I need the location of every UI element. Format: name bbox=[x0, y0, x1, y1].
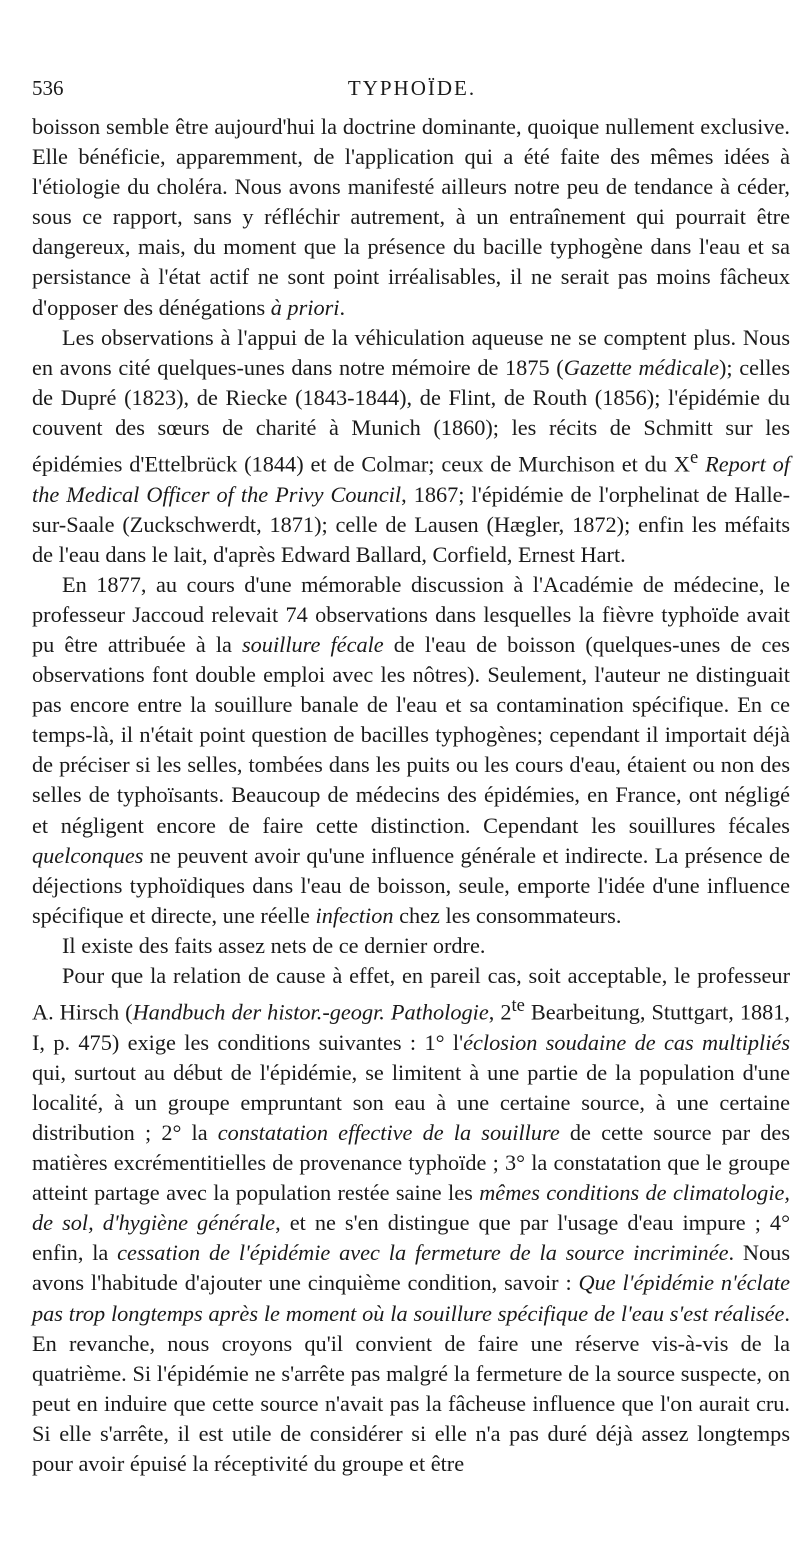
text-run: chez les consommateurs. bbox=[393, 902, 622, 928]
superscript-text: e bbox=[689, 447, 699, 469]
italic-text: Report of the Medical Officer of the Privy Council bbox=[32, 451, 791, 507]
text-run: . Nous avons l'habitude d'ajouter une cinquième condition, savoir : bbox=[32, 1240, 790, 1296]
text-run: de cette source par des matières excrémentitielles de provenance typhoïde ; 3° la constatation que le groupe atteint partage avec la population restée saine les bbox=[32, 1119, 790, 1206]
italic-text: souillure fécale bbox=[241, 632, 384, 658]
italic-text: Gazette médicale bbox=[563, 354, 719, 380]
superscript-text: te bbox=[511, 995, 525, 1017]
italic-text: mêmes conditions de climatologie, de sol, d'hygiène générale bbox=[32, 1180, 790, 1236]
text-run: Les observations à l'appui de la véhiculation aqueuse ne se comptent plus. Nous en avons cité quelques-unes dans notre mémoire de 1875 ( bbox=[32, 324, 790, 380]
page-number: 536 bbox=[32, 76, 64, 100]
text-run: , 2 bbox=[488, 999, 512, 1025]
paragraph bbox=[32, 112, 790, 323]
text-run: Il existe des faits assez nets de ce dernier ordre. bbox=[62, 932, 486, 958]
paragraph bbox=[32, 570, 790, 931]
text-run: . En revanche, nous croyons qu'il convient de faire une réserve vis-à-vis de la quatrième. Si l'épidémie ne s'arrête pas malgré la fermeture de la source suspecte, on peut en induire que cette source n'avait pas la fâcheuse influence que l'on aurait cru. Si elle s'arrête, il est utile de considérer si elle n'a pas duré déjà assez longtemps pour avoir épuisé la réceptivité du groupe et être bbox=[32, 1300, 790, 1476]
text-run: , et ne s'en distingue que par l'usage d'eau impure ; 4° enfin, la bbox=[32, 1210, 790, 1266]
page-header bbox=[32, 70, 792, 102]
text-run: . bbox=[339, 294, 346, 320]
text-run: , 1867; l'épidémie de l'orphelinat de Halle-sur-Saale (Zuckschwerdt, 1871); celle de Lausen (Hægler, 1872); enfin les méfaits de l'eau dans le lait, d'après Edward Ballard, Corfield, Ernest Hart. bbox=[32, 481, 790, 567]
italic-text: cessation de l'épidémie avec la fermeture de la source incriminée bbox=[117, 1240, 729, 1266]
paragraph bbox=[32, 323, 790, 570]
text-run: boisson semble être aujourd'hui la doctrine dominante, quoique nullement exclusive. Elle bénéficie, apparemment, de l'application qui a été faite des mêmes idées à l'étiologie du choléra. Nous avons manifesté ailleurs notre peu de tendance à céder, sous ce rapport, sans y réfléchir autrement, à un entraînement qui pourrait être dangereux, mais, du moment que la présence du bacille typhogène dans l'eau et sa persistance à l'état actif ne sont point irréalisables, il ne serait pas moins fâcheux d'opposer des dénégations bbox=[32, 114, 790, 320]
italic-text: Handbuch der histor.-geogr. Pathologie bbox=[132, 999, 489, 1025]
italic-text: constatation effective de la souillure bbox=[217, 1119, 560, 1145]
italic-text: quelconques bbox=[32, 842, 144, 868]
italic-text: infection bbox=[315, 902, 394, 928]
italic-text: éclosion soudaine de cas multipliés bbox=[463, 1029, 790, 1055]
text-run: qui, surtout au début de l'épidémie, se limitent à une partie de la population d'une localité, à un groupe empruntant son eau à une certaine source, à une certaine distribution ; 2° la bbox=[32, 1059, 790, 1145]
italic-text: à priori bbox=[270, 294, 340, 320]
text-run: ); celles de Dupré (1823), de Riecke (1843-1844), de Flint, de Routh (1856); l'épidémie du couvent des sœurs de charité à Munich (1860); les récits de Schmitt sur les épidémies d'Ettelbrück (1844) et de Colmar; ceux de Murchison et du X bbox=[32, 354, 791, 477]
text-run: En 1877, au cours d'une mémorable discussion à l'Académie de médecine, le professeur Jaccoud relevait 74 observations dans lesquelles la fièvre typhoïde avait pu être attribuée à la bbox=[32, 571, 790, 658]
text-run: de l'eau de boisson (quelques-unes de ces observations font double emploi avec les nôtres). Seulement, l'auteur ne distinguait pas encore entre la souillure banale de l'eau et sa contamination spécifique. En ce temps-là, il n'était point question de bacilles typhogènes; cependant il importait déjà de préciser si les selles, tombées dans les puits ou les cours d'eau, étaient ou non des selles de typhoïsants. Beaucoup de médecins des épidémies, en France, ont négligé et négligent encore de faire cette distinction. Cependant les souillures fécales bbox=[32, 632, 790, 838]
running-title: TYPHOÏDE. bbox=[347, 76, 477, 100]
text-run: Bearbeitung, Stuttgart, 1881, I, p. 475) exige les conditions suivantes : 1° l' bbox=[32, 999, 790, 1055]
text-run: ne peuvent avoir qu'une influence générale et indirecte. La présence de déjections typhoïdiques dans l'eau de boisson, seule, emporte l'idée d'une influence spécifique et directe, une réelle bbox=[32, 842, 790, 928]
body-text bbox=[32, 112, 790, 1479]
italic-text: Que l'épidémie n'éclate pas trop longtemps après le moment où la souillure spécifique de l'eau s'est réalisée bbox=[32, 1270, 790, 1326]
paragraph bbox=[32, 931, 790, 961]
paragraph bbox=[32, 961, 790, 1479]
text-run: Pour que la relation de cause à effet, en pareil cas, soit acceptable, le professeur A. Hirsch ( bbox=[32, 963, 790, 1025]
